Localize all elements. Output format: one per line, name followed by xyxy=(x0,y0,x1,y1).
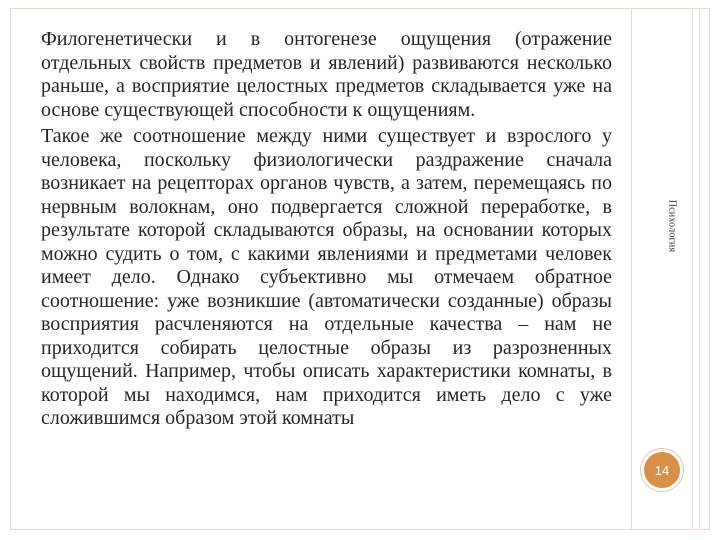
page-number: 14 xyxy=(654,462,670,478)
rail-line-outer xyxy=(699,8,700,530)
body-paragraph-2: Такое же соотношение между ними существует и взрослого у человека, поскольку физиологически раздражение сначала возникает на рецепторах органов чувств, а затем, перемещаясь по нервным волокнам, оно подвергается сложной переработке, в результате которой складываются образы, на основании которых можно судить о том, с какими явлениями и предметами человек имеет дело. Однако субъективно мы отмечаем обратное соотношение: уже возникшие (автоматически созданные) образы восприятия расчленяются на отдельные качества – нам не приходится собирать целостные образы из разрозненных ощущений. Например, чтобы описать характеристики комнаты, в которой мы находимся, нам приходится иметь дело с уже сложившимся образом этой комнаты xyxy=(41,125,612,429)
body-paragraph-1: Филогенетически и в онтогенезе ощущения (отражение отдельных свойств предметов и явлений) развиваются несколько раньше, а восприятие целостных предметов складывается уже на основе существующей способности к ощущениям. xyxy=(41,28,612,121)
page-number-badge xyxy=(641,449,683,491)
side-label: Психология xyxy=(666,199,678,253)
slide-body xyxy=(41,28,612,431)
rail-line-inner xyxy=(692,8,693,530)
